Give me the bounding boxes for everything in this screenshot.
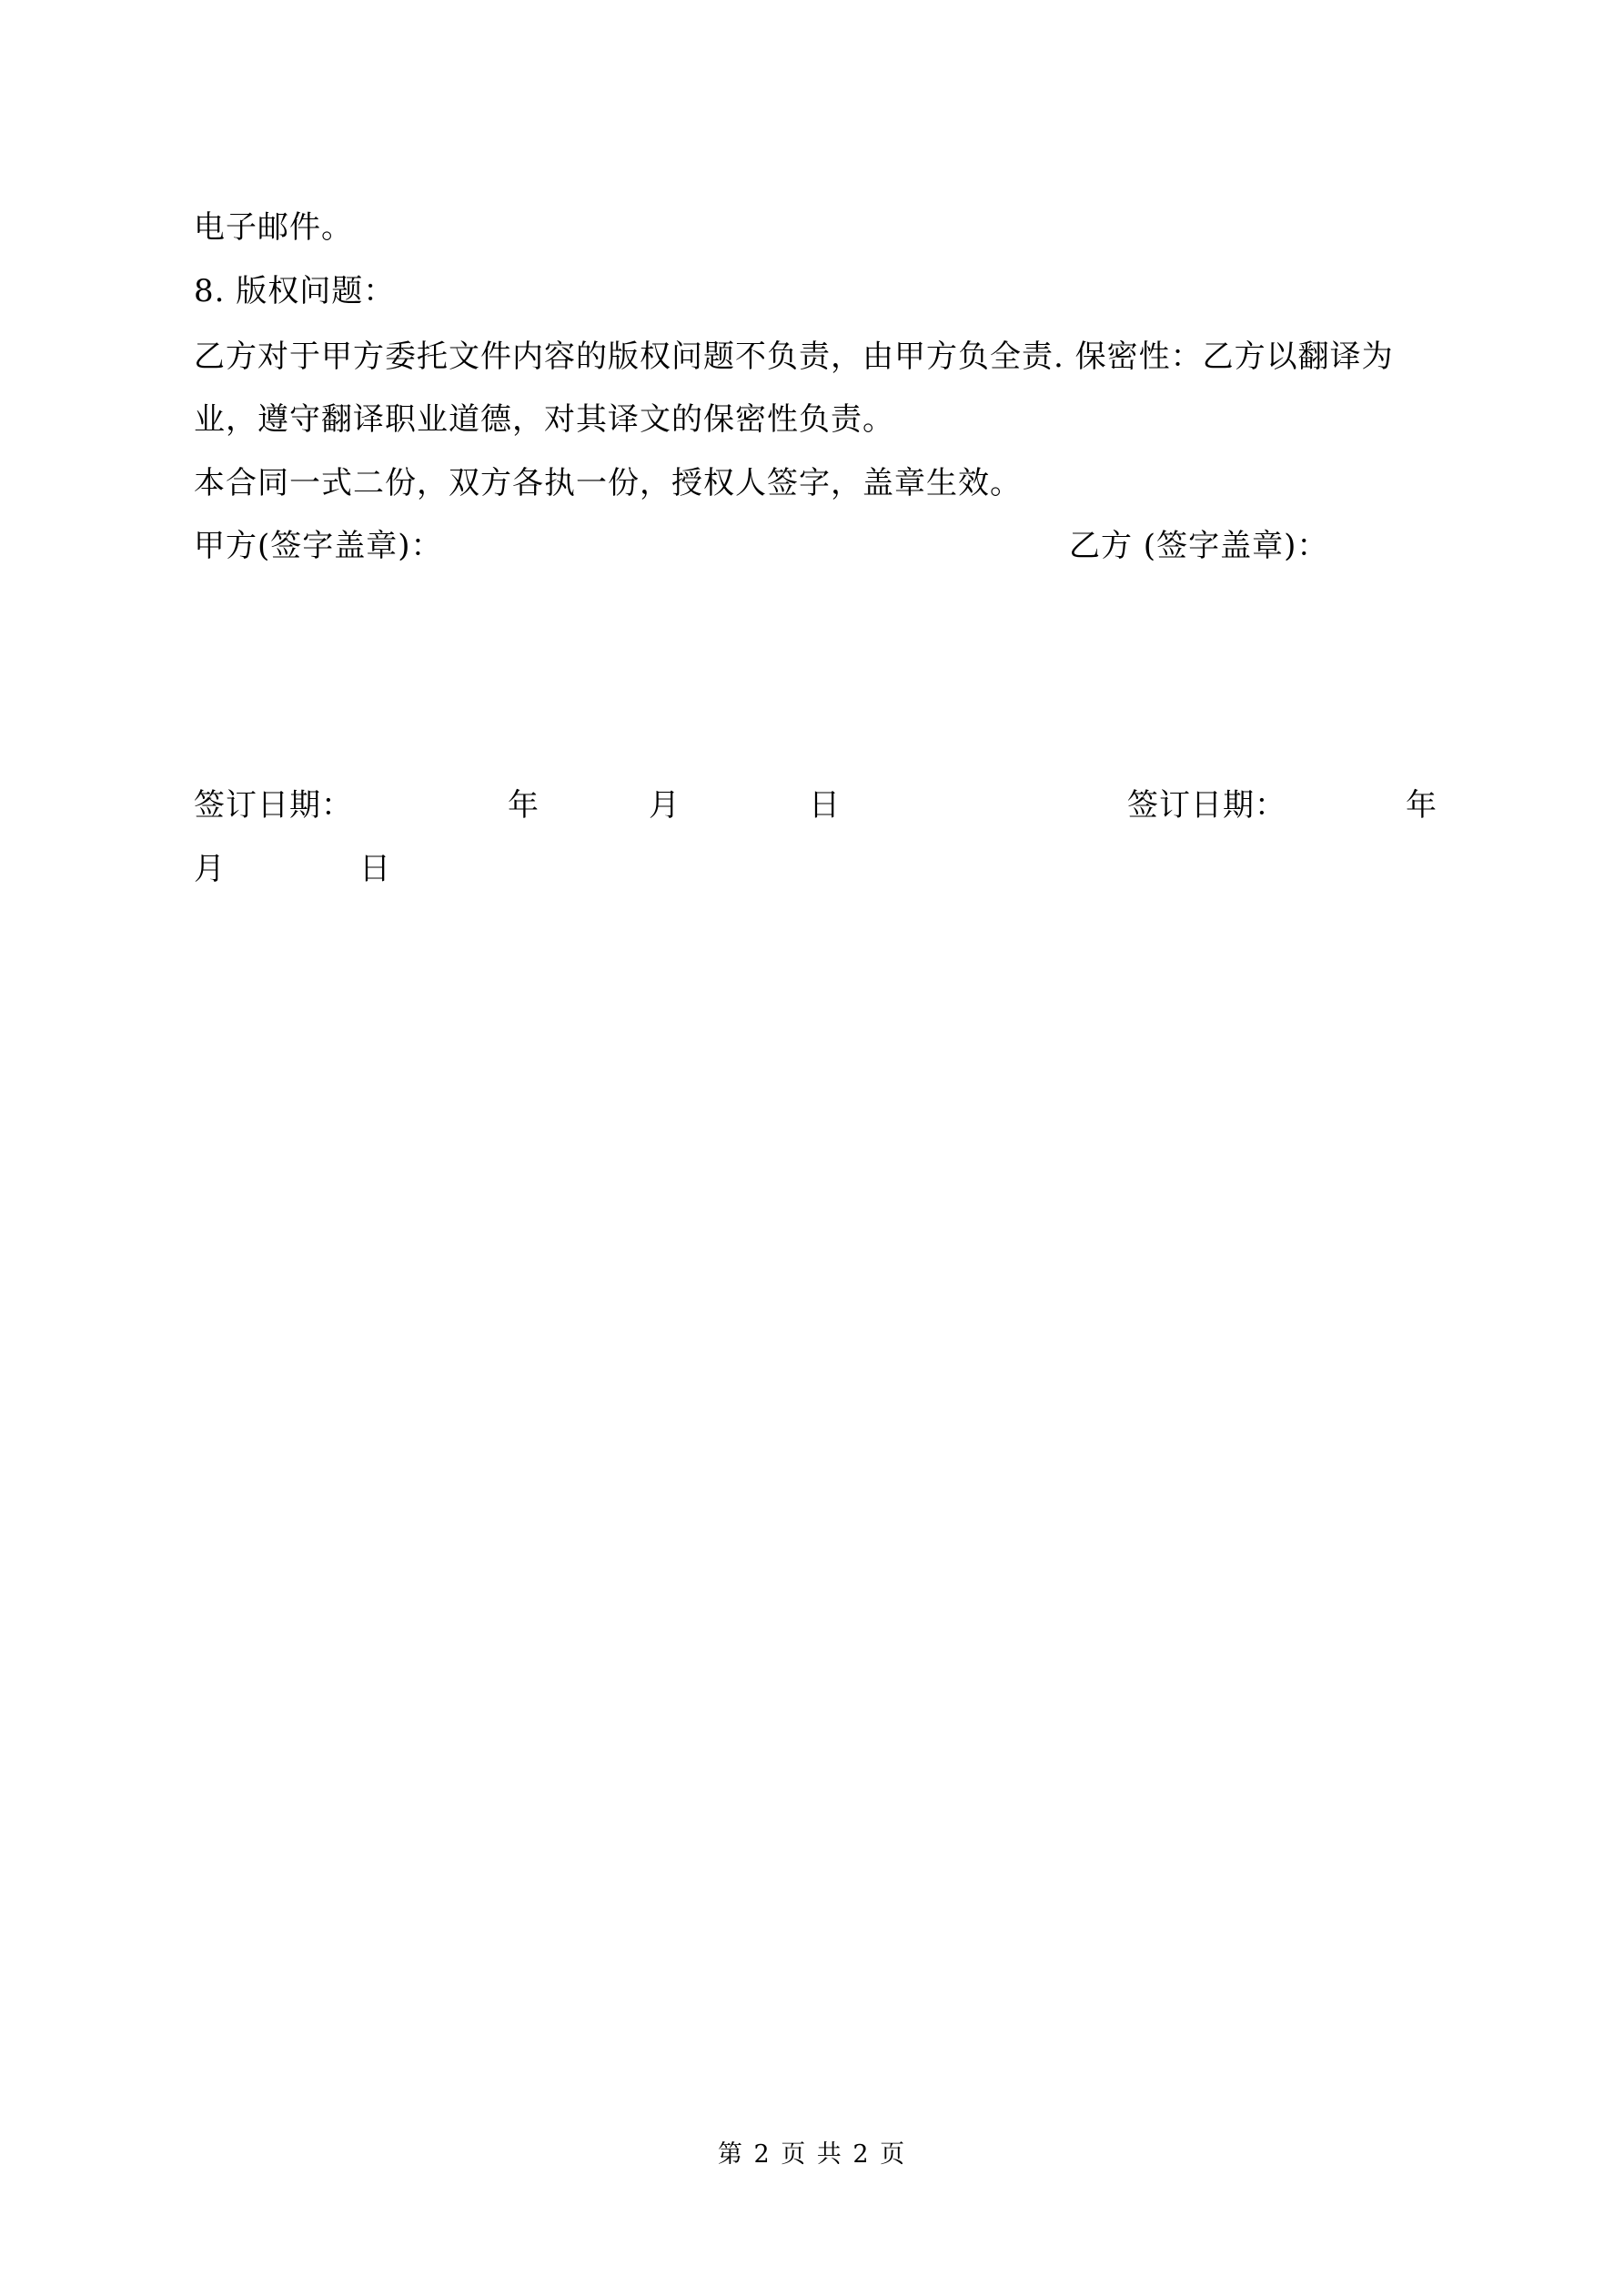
- party-a-date-day: 日: [809, 787, 841, 824]
- copyright-paragraph-line2: 业，遵守翻译职业道德，对其译文的保密性负责。: [194, 401, 894, 438]
- copyright-paragraph-line1: 乙方对于甲方委托文件内容的版权问题不负责，由甲方负全责. 保密性：乙方以翻译为: [194, 339, 1394, 375]
- party-a-date-year: 年: [508, 787, 540, 824]
- copies-clause: 本合同一式二份，双方各执一份，授权人签字，盖章生效。: [194, 465, 1022, 501]
- section8-heading: 8. 版权问题：: [194, 273, 396, 309]
- party-b-date-year: 年: [1406, 787, 1437, 824]
- party-b-date-month: 月: [194, 851, 226, 887]
- party-b-date-day: 日: [359, 851, 391, 887]
- party-b-signature-label: 乙方 (签字盖章)：: [1069, 528, 1329, 564]
- page-number-footer: 第 2 页 共 2 页: [717, 2140, 907, 2169]
- party-a-date-label: 签订日期：: [194, 787, 353, 824]
- email-tail-text: 电子邮件。: [194, 209, 353, 246]
- party-b-date-label: 签订日期：: [1127, 787, 1286, 824]
- party-a-signature-label: 甲方(签字盖章)：: [194, 528, 443, 564]
- party-a-date-month: 月: [649, 787, 681, 824]
